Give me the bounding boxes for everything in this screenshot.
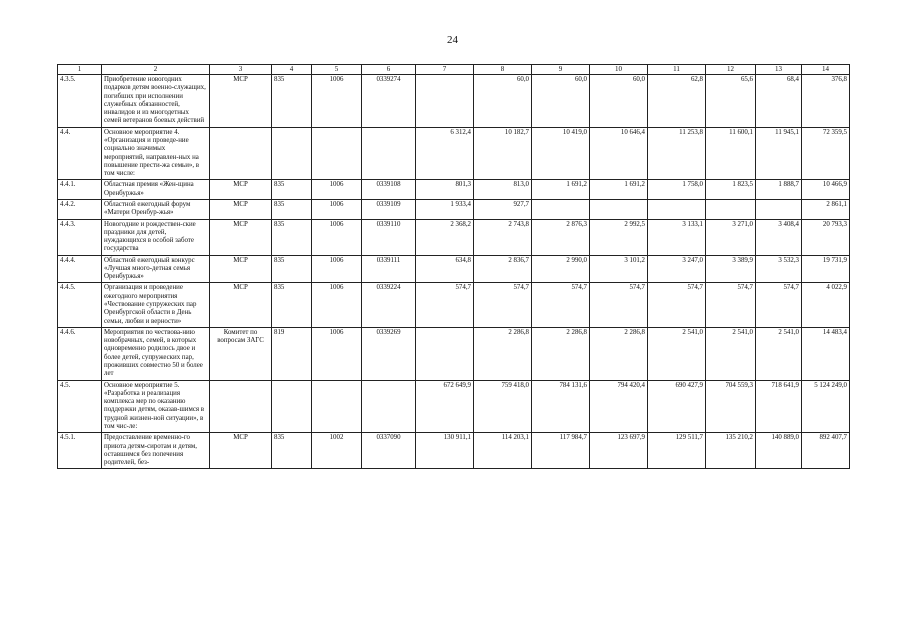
value-cell [416, 327, 474, 380]
value-cell: 794 420,4 [590, 380, 648, 433]
table-row [58, 380, 850, 433]
total-cell: 376,8 [802, 75, 850, 128]
value-cell: 2 990,0 [532, 255, 590, 283]
value-cell: 1 823,5 [706, 180, 756, 200]
value-cell: 117 984,7 [532, 433, 590, 469]
value-cell: 634,8 [416, 255, 474, 283]
value-cell: 60,0 [532, 75, 590, 128]
column-header: 1 [58, 65, 102, 75]
code-cell: 0339269 [362, 327, 416, 380]
value-cell: 3 133,1 [648, 219, 706, 255]
table-row [58, 327, 850, 380]
row-name-cell: Областная премия «Жен-щина Оренбуржья» [102, 180, 210, 200]
value-cell: 704 559,3 [706, 380, 756, 433]
total-cell: 19 731,9 [802, 255, 850, 283]
total-cell: 4 022,9 [802, 283, 850, 327]
row-name-cell: Областной ежегодный форум «Матери Оренбур-жья» [102, 199, 210, 219]
value-cell: 2 286,8 [590, 327, 648, 380]
code-cell: 1006 [312, 283, 362, 327]
value-cell: 10 182,7 [474, 127, 532, 180]
value-cell: 11 253,8 [648, 127, 706, 180]
executor-cell [210, 380, 272, 433]
code-cell: 1002 [312, 433, 362, 469]
column-header: 10 [590, 65, 648, 75]
value-cell: 2 541,0 [756, 327, 802, 380]
total-cell: 5 124 249,0 [802, 380, 850, 433]
table-row [58, 75, 850, 128]
value-cell: 10 419,0 [532, 127, 590, 180]
value-cell: 3 408,4 [756, 219, 802, 255]
value-cell: 1 691,2 [532, 180, 590, 200]
value-cell: 784 131,6 [532, 380, 590, 433]
code-cell: 1006 [312, 180, 362, 200]
value-cell: 759 418,0 [474, 380, 532, 433]
value-cell: 130 911,1 [416, 433, 474, 469]
value-cell: 1 758,0 [648, 180, 706, 200]
value-cell: 813,0 [474, 180, 532, 200]
value-cell: 2 876,3 [532, 219, 590, 255]
code-cell: 0339110 [362, 219, 416, 255]
value-cell: 68,4 [756, 75, 802, 128]
column-header: 3 [210, 65, 272, 75]
value-cell: 574,7 [706, 283, 756, 327]
table-row [58, 199, 850, 219]
code-cell: 0339274 [362, 75, 416, 128]
column-header: 12 [706, 65, 756, 75]
code-cell: 1006 [312, 219, 362, 255]
value-cell: 60,0 [474, 75, 532, 128]
value-cell: 2 368,2 [416, 219, 474, 255]
table-row [58, 255, 850, 283]
row-index-cell: 4.5.1. [58, 433, 102, 469]
row-index-cell: 4.4.5. [58, 283, 102, 327]
budget-table [57, 64, 850, 469]
row-name-cell: Организация и проведение ежегодного мероприятия «Чествование супружеских пар Оренбургской области в День семьи, любви и верности» [102, 283, 210, 327]
row-index-cell: 4.4.1. [58, 180, 102, 200]
value-cell: 1 691,2 [590, 180, 648, 200]
value-cell: 6 312,4 [416, 127, 474, 180]
value-cell: 3 532,3 [756, 255, 802, 283]
total-cell: 14 483,4 [802, 327, 850, 380]
total-cell: 2 861,1 [802, 199, 850, 219]
value-cell: 672 649,9 [416, 380, 474, 433]
code-cell: 0339224 [362, 283, 416, 327]
table-row [58, 283, 850, 327]
code-cell: 0339108 [362, 180, 416, 200]
column-header: 11 [648, 65, 706, 75]
code-cell [362, 127, 416, 180]
value-cell: 10 646,4 [590, 127, 648, 180]
row-name-cell: Предоставление временно-го приюта детям-сиротам и детям, оставшимся без попечения родителей, без- [102, 433, 210, 469]
value-cell [648, 199, 706, 219]
value-cell: 65,6 [706, 75, 756, 128]
value-cell: 574,7 [756, 283, 802, 327]
executor-cell: МСР [210, 283, 272, 327]
value-cell: 2 743,8 [474, 219, 532, 255]
value-cell: 2 286,8 [532, 327, 590, 380]
value-cell: 1 933,4 [416, 199, 474, 219]
value-cell: 927,7 [474, 199, 532, 219]
executor-cell: МСР [210, 255, 272, 283]
code-cell: 0339111 [362, 255, 416, 283]
total-cell: 892 407,7 [802, 433, 850, 469]
column-header: 7 [416, 65, 474, 75]
table-row [58, 180, 850, 200]
row-name-cell: Основное мероприятие 4. «Организация и проведе-ние социально значимых мероприятий, направлен-ных на повышение прести-жа семьи», в том числе: [102, 127, 210, 180]
value-cell: 62,8 [648, 75, 706, 128]
value-cell: 718 641,9 [756, 380, 802, 433]
value-cell: 3 101,2 [590, 255, 648, 283]
code-cell [312, 380, 362, 433]
total-cell: 20 793,3 [802, 219, 850, 255]
value-cell: 574,7 [590, 283, 648, 327]
value-cell: 11 945,1 [756, 127, 802, 180]
table-row [58, 219, 850, 255]
value-cell: 60,0 [590, 75, 648, 128]
executor-cell: МСР [210, 219, 272, 255]
table-header-row [58, 65, 850, 75]
value-cell: 140 889,0 [756, 433, 802, 469]
code-cell: 1006 [312, 75, 362, 128]
value-cell: 3 271,0 [706, 219, 756, 255]
value-cell [532, 199, 590, 219]
code-cell: 835 [272, 75, 312, 128]
code-cell: 819 [272, 327, 312, 380]
value-cell: 2 836,7 [474, 255, 532, 283]
code-cell: 1006 [312, 327, 362, 380]
column-header: 5 [312, 65, 362, 75]
value-cell: 2 286,8 [474, 327, 532, 380]
value-cell [590, 199, 648, 219]
code-cell: 835 [272, 255, 312, 283]
value-cell: 574,7 [648, 283, 706, 327]
row-index-cell: 4.4.6. [58, 327, 102, 380]
row-name-cell: Приобретение новогодних подарков детям военно-служащих, погибших при исполнении служебных обязанностей, инвалидов и из многодетных семей ветеранов боевых действий [102, 75, 210, 128]
column-header: 6 [362, 65, 416, 75]
code-cell [272, 380, 312, 433]
code-cell: 0339109 [362, 199, 416, 219]
value-cell [756, 199, 802, 219]
row-name-cell: Новогодние и рождествен-ские праздники для детей, нуждающихся в особой заботе государства [102, 219, 210, 255]
executor-cell [210, 127, 272, 180]
code-cell: 1006 [312, 199, 362, 219]
row-index-cell: 4.4. [58, 127, 102, 180]
code-cell [312, 127, 362, 180]
column-header: 8 [474, 65, 532, 75]
code-cell: 835 [272, 283, 312, 327]
page-number: 24 [447, 34, 458, 46]
value-cell: 574,7 [532, 283, 590, 327]
code-cell: 835 [272, 219, 312, 255]
value-cell: 690 427,9 [648, 380, 706, 433]
code-cell: 835 [272, 199, 312, 219]
value-cell: 3 247,0 [648, 255, 706, 283]
column-header: 13 [756, 65, 802, 75]
value-cell: 2 992,5 [590, 219, 648, 255]
value-cell [706, 199, 756, 219]
table-row [58, 127, 850, 180]
value-cell: 2 541,0 [706, 327, 756, 380]
value-cell: 135 210,2 [706, 433, 756, 469]
row-index-cell: 4.3.5. [58, 75, 102, 128]
total-cell: 72 359,5 [802, 127, 850, 180]
row-index-cell: 4.4.2. [58, 199, 102, 219]
row-index-cell: 4.4.4. [58, 255, 102, 283]
row-name-cell: Мероприятия по чествова-нию новобрачных, семей, в которых одновременно родилось двое и более детей, супружеских пар, проживших совместно 50 и более лет [102, 327, 210, 380]
executor-cell: МСР [210, 433, 272, 469]
value-cell: 123 697,9 [590, 433, 648, 469]
value-cell: 114 203,1 [474, 433, 532, 469]
total-cell: 10 466,9 [802, 180, 850, 200]
executor-cell: МСР [210, 180, 272, 200]
value-cell: 3 389,9 [706, 255, 756, 283]
row-name-cell: Основное мероприятие 5. «Разработка и реализация комплекса мер по оказанию поддержки детям, оказав-шимся в трудной жизнен-ной ситуации», в том чис-ле: [102, 380, 210, 433]
column-header: 9 [532, 65, 590, 75]
column-header: 2 [102, 65, 210, 75]
code-cell: 0337090 [362, 433, 416, 469]
row-name-cell: Областной ежегодный конкурс «Лучшая много-детная семья Оренбуржья» [102, 255, 210, 283]
value-cell: 2 541,0 [648, 327, 706, 380]
code-cell [362, 380, 416, 433]
row-index-cell: 4.5. [58, 380, 102, 433]
code-cell: 835 [272, 180, 312, 200]
column-header: 14 [802, 65, 850, 75]
code-cell [272, 127, 312, 180]
code-cell: 835 [272, 433, 312, 469]
executor-cell: Комитет по вопросам ЗАГС [210, 327, 272, 380]
value-cell: 129 511,7 [648, 433, 706, 469]
executor-cell: МСР [210, 75, 272, 128]
value-cell [416, 75, 474, 128]
row-index-cell: 4.4.3. [58, 219, 102, 255]
value-cell: 574,7 [416, 283, 474, 327]
code-cell: 1006 [312, 255, 362, 283]
executor-cell: МСР [210, 199, 272, 219]
column-header: 4 [272, 65, 312, 75]
value-cell: 11 600,1 [706, 127, 756, 180]
table-row [58, 433, 850, 469]
value-cell: 801,3 [416, 180, 474, 200]
value-cell: 1 888,7 [756, 180, 802, 200]
value-cell: 574,7 [474, 283, 532, 327]
